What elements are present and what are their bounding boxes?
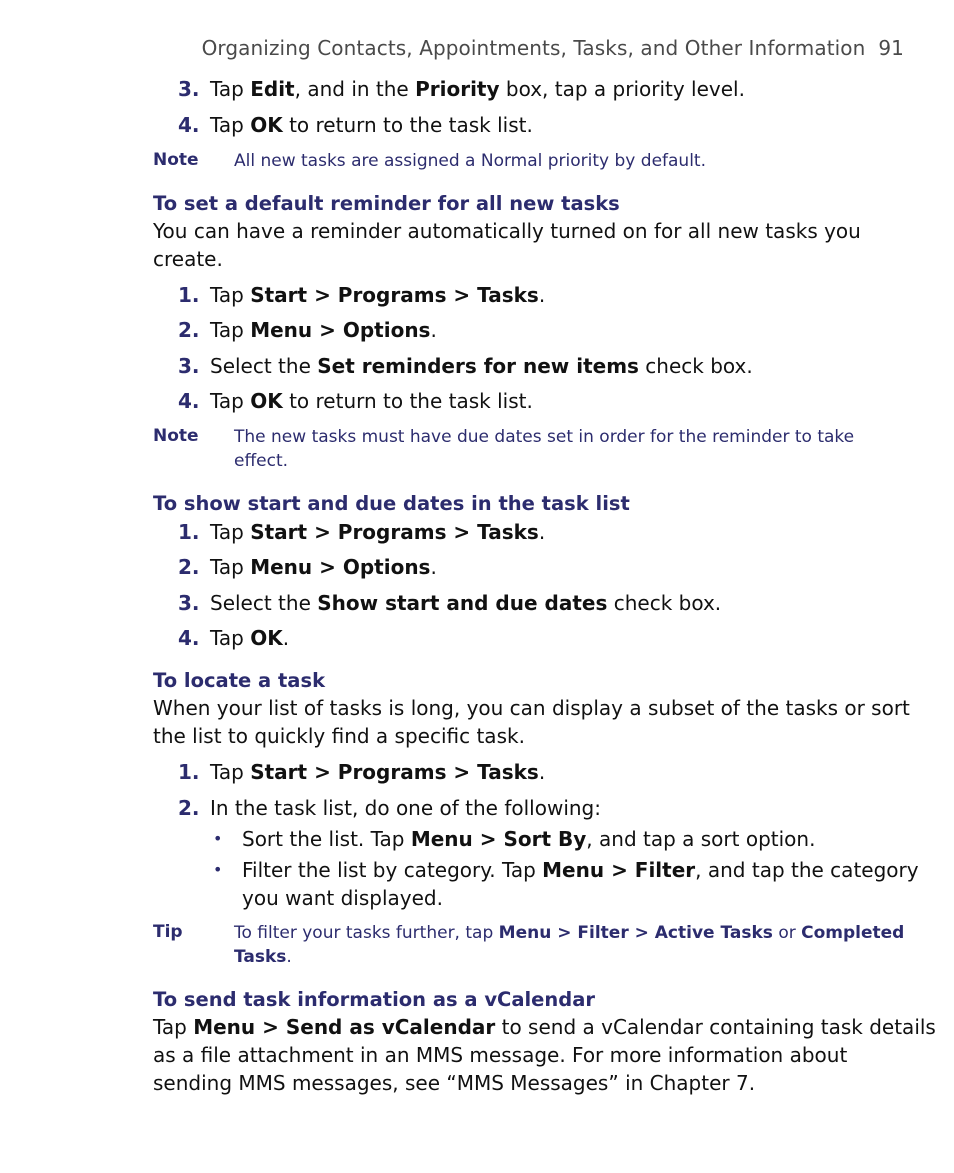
step-number: 3. bbox=[178, 354, 200, 378]
step-number: 4. bbox=[178, 626, 200, 650]
section-heading: To send task information as a vCalendar bbox=[153, 988, 596, 1011]
step-number: 1. bbox=[178, 283, 200, 307]
step-text: Select the Show start and due dates check box. bbox=[210, 591, 722, 615]
running-header bbox=[202, 36, 904, 60]
bullet-marker: • bbox=[213, 829, 223, 848]
tip-text: Tasks. bbox=[234, 947, 292, 967]
note-text: effect. bbox=[234, 451, 289, 471]
bullet-marker: • bbox=[213, 860, 223, 879]
note-label: Note bbox=[153, 426, 199, 446]
step-text: Tap OK. bbox=[210, 626, 290, 650]
step-text: Tap Start > Programs > Tasks. bbox=[210, 283, 546, 307]
step-number: 2. bbox=[178, 796, 200, 820]
step-text: Tap Edit, and in the Priority box, tap a priority level. bbox=[210, 77, 745, 101]
step-number: 2. bbox=[178, 318, 200, 342]
paragraph-line: When your list of tasks is long, you can display a subset of the tasks or sort bbox=[153, 696, 910, 720]
step-number: 2. bbox=[178, 555, 200, 579]
bullet-text: you want displayed. bbox=[242, 886, 443, 910]
step-number: 1. bbox=[178, 760, 200, 784]
step-number: 3. bbox=[178, 77, 200, 101]
header-title: Organizing Contacts, Appointments, Tasks, and Other Information bbox=[201, 36, 866, 60]
bullet-text: Filter the list by category. Tap Menu > Filter, and tap the category bbox=[242, 858, 919, 882]
section-heading: To locate a task bbox=[153, 669, 326, 692]
section-heading: To set a default reminder for all new tasks bbox=[153, 192, 620, 215]
note-label: Note bbox=[153, 150, 199, 170]
page-number: 91 bbox=[878, 36, 904, 60]
tip-text: To filter your tasks further, tap Menu > Filter > Active Tasks or Completed bbox=[234, 923, 905, 943]
paragraph-line: You can have a reminder automatically turned on for all new tasks you bbox=[153, 219, 861, 243]
step-text: Tap OK to return to the task list. bbox=[210, 113, 533, 137]
step-number: 4. bbox=[178, 113, 200, 137]
step-text: Tap Start > Programs > Tasks. bbox=[210, 760, 546, 784]
section-heading: To show start and due dates in the task list bbox=[153, 492, 630, 515]
tip-label: Tip bbox=[153, 922, 183, 942]
note-text: The new tasks must have due dates set in order for the reminder to take bbox=[234, 427, 855, 447]
step-number: 1. bbox=[178, 520, 200, 544]
step-number: 4. bbox=[178, 389, 200, 413]
step-text: In the task list, do one of the following: bbox=[210, 796, 601, 820]
step-text: Tap Start > Programs > Tasks. bbox=[210, 520, 546, 544]
step-text: Select the Set reminders for new items check box. bbox=[210, 354, 753, 378]
step-number: 3. bbox=[178, 591, 200, 615]
paragraph-line: as a file attachment in an MMS message. For more information about bbox=[153, 1043, 848, 1067]
paragraph-line: Tap Menu > Send as vCalendar to send a vCalendar containing task details bbox=[153, 1015, 936, 1039]
paragraph-line: create. bbox=[153, 247, 223, 271]
bullet-text: Sort the list. Tap Menu > Sort By, and tap a sort option. bbox=[242, 827, 816, 851]
step-text: Tap Menu > Options. bbox=[210, 555, 437, 579]
note-text: All new tasks are assigned a Normal priority by default. bbox=[234, 151, 706, 171]
paragraph-line: the list to quickly find a specific task. bbox=[153, 724, 525, 748]
paragraph-line: sending MMS messages, see “MMS Messages” in Chapter 7. bbox=[153, 1071, 756, 1095]
step-text: Tap Menu > Options. bbox=[210, 318, 437, 342]
step-text: Tap OK to return to the task list. bbox=[210, 389, 533, 413]
